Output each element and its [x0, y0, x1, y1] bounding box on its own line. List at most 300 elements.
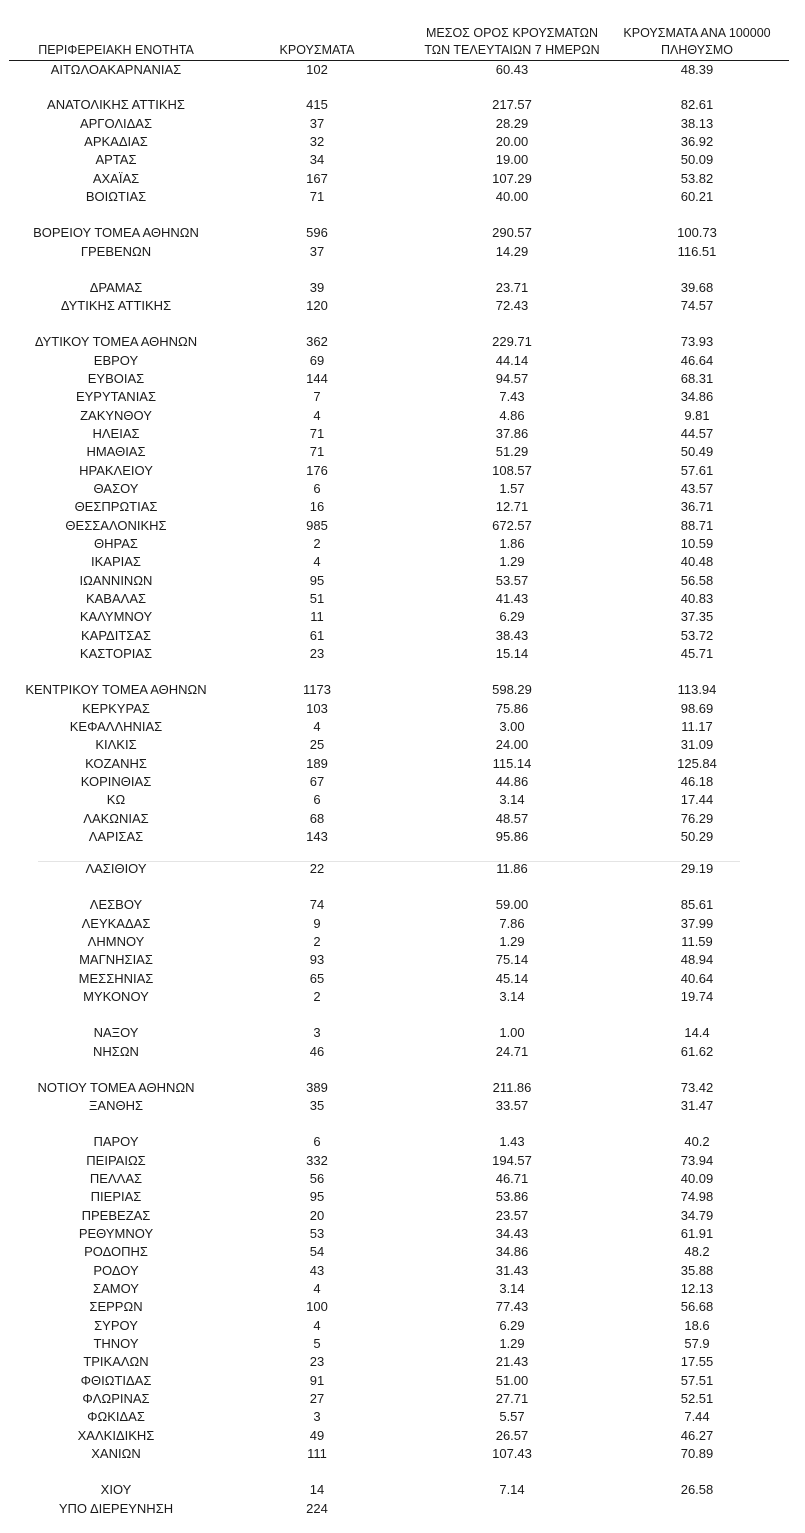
avg7-cell: 75.86	[495, 701, 529, 716]
per100k-cell: 76.29	[680, 811, 714, 826]
table-row	[0, 627, 805, 645]
table-row	[0, 151, 805, 169]
region-cell: ΔΥΤΙΚΗΣ ΑΤΤΙΚΗΣ	[60, 298, 172, 313]
table-row	[0, 498, 805, 516]
avg7-cell: 44.14	[495, 353, 529, 368]
region-cell: ΤΡΙΚΑΛΩΝ	[83, 1354, 149, 1369]
avg7-cell: 21.43	[495, 1354, 529, 1369]
per100k-cell: 17.55	[680, 1354, 714, 1369]
avg7-cell: 3.14	[499, 989, 525, 1004]
per100k-cell: 29.19	[680, 861, 714, 876]
cases-cell: 67	[309, 774, 325, 789]
per100k-cell: 98.69	[680, 701, 714, 716]
region-cell: ΒΟΡΕΙΟΥ ΤΟΜΕΑ ΑΘΗΝΩΝ	[33, 225, 199, 240]
table-row	[0, 718, 805, 736]
cases-cell: 3	[313, 1409, 321, 1424]
avg7-cell: 53.57	[495, 573, 529, 588]
table-row	[0, 425, 805, 443]
avg7-cell: 34.86	[495, 1244, 529, 1259]
region-cell: ΚΟΖΑΝΗΣ	[85, 756, 147, 771]
avg7-cell: 28.29	[495, 116, 529, 131]
table-row	[0, 645, 805, 663]
table-row	[0, 243, 805, 261]
header-region: ΠΕΡΙΦΕΡΕΙΑΚΗ ΕΝΟΤΗΤΑ	[38, 43, 194, 57]
table-row	[0, 1152, 805, 1170]
cases-cell: 23	[309, 646, 325, 661]
per100k-cell: 12.13	[680, 1281, 714, 1296]
region-cell: ΜΕΣΣΗΝΙΑΣ	[78, 971, 154, 986]
region-cell: ΑΝΑΤΟΛΙΚΗΣ ΑΤΤΙΚΗΣ	[47, 97, 185, 112]
avg7-cell: 75.14	[495, 952, 529, 967]
table-row	[0, 1500, 805, 1518]
avg7-cell: 40.00	[495, 189, 529, 204]
region-cell: ΒΟΙΩΤΙΑΣ	[85, 189, 147, 204]
table-row	[0, 791, 805, 809]
cases-cell: 4	[313, 1318, 321, 1333]
cases-cell: 32	[309, 134, 325, 149]
avg7-cell: 3.14	[499, 792, 525, 807]
region-cell: ΛΕΣΒΟΥ	[89, 897, 143, 912]
header-avg7-line1: ΜΕΣΟΣ ΟΡΟΣ ΚΡΟΥΣΜΑΤΩΝ	[425, 26, 599, 40]
table-row	[0, 1335, 805, 1353]
cases-cell: 56	[309, 1171, 325, 1186]
avg7-cell: 11.86	[496, 861, 528, 876]
table-row	[0, 1243, 805, 1261]
region-cell: ΘΑΣΟΥ	[93, 481, 139, 496]
avg7-cell: 34.43	[495, 1226, 529, 1241]
per100k-cell: 46.64	[680, 353, 714, 368]
cases-cell: 6	[313, 1134, 321, 1149]
per100k-cell: 56.58	[680, 573, 714, 588]
table-row	[0, 1390, 805, 1408]
region-cell: ΚΕΡΚΥΡΑΣ	[82, 701, 150, 716]
cases-cell: 69	[309, 353, 325, 368]
avg7-cell: 211.86	[492, 1080, 532, 1095]
table-row	[0, 297, 805, 315]
per100k-cell: 36.92	[680, 134, 714, 149]
region-cell: ΛΕΥΚΑΔΑΣ	[81, 916, 151, 931]
region-cell: ΛΑΡΙΣΑΣ	[88, 829, 144, 844]
region-cell: ΑΧΑΪΑΣ	[92, 171, 140, 186]
avg7-cell: 38.43	[495, 628, 529, 643]
region-cell: ΑΙΤΩΛΟΑΚΑΡΝΑΝΙΑΣ	[50, 62, 182, 77]
region-cell: ΚΟΡΙΝΘΙΑΣ	[80, 774, 152, 789]
region-cell: ΝΑΞΟΥ	[93, 1025, 139, 1040]
table-row	[0, 517, 805, 535]
avg7-cell: 4.86	[499, 408, 525, 423]
per100k-cell: 61.62	[680, 1044, 714, 1059]
table-row	[0, 1207, 805, 1225]
cases-cell: 2	[313, 934, 321, 949]
per100k-cell: 31.47	[680, 1098, 714, 1113]
region-cell: ΧΑΛΚΙΔΙΚΗΣ	[77, 1428, 155, 1443]
avg7-cell: 41.43	[495, 591, 529, 606]
per100k-cell: 31.09	[680, 737, 714, 752]
region-cell: ΦΩΚΙΔΑΣ	[87, 1409, 145, 1424]
region-cell: ΚΑΛΥΜΝΟΥ	[79, 609, 153, 624]
per100k-cell: 37.99	[680, 916, 714, 931]
per100k-cell: 43.57	[680, 481, 714, 496]
avg7-cell: 33.57	[495, 1098, 529, 1113]
region-cell: ΣΥΡΟΥ	[94, 1318, 138, 1333]
avg7-cell: 108.57	[492, 463, 532, 478]
table-row	[0, 1481, 805, 1499]
cases-cell: 596	[306, 225, 328, 240]
table-row	[0, 279, 805, 297]
avg7-cell: 60.43	[495, 62, 529, 77]
region-cell: ΔΡΑΜΑΣ	[89, 280, 143, 295]
table-row	[0, 553, 805, 571]
avg7-cell: 217.57	[492, 97, 532, 112]
avg7-cell: 1.00	[499, 1025, 525, 1040]
table-row	[0, 773, 805, 791]
table-row	[0, 700, 805, 718]
table-row	[0, 951, 805, 969]
table-row	[0, 590, 805, 608]
cases-cell: 189	[306, 756, 328, 771]
table-row	[0, 896, 805, 914]
cases-cell: 91	[309, 1373, 325, 1388]
region-cell: ΝΟΤΙΟΥ ΤΟΜΕΑ ΑΘΗΝΩΝ	[37, 1080, 195, 1095]
header-cases: ΚΡΟΥΣΜΑΤΑ	[279, 43, 355, 57]
cases-cell: 27	[309, 1391, 325, 1406]
cases-cell: 144	[306, 371, 328, 386]
per100k-cell: 40.48	[680, 554, 714, 569]
region-cell: ΝΗΣΩΝ	[93, 1044, 139, 1059]
table-row	[0, 1445, 805, 1463]
cases-cell: 389	[306, 1080, 328, 1095]
region-cell: ΠΕΛΛΑΣ	[89, 1171, 143, 1186]
per100k-cell: 37.35	[680, 609, 714, 624]
per100k-cell: 38.13	[680, 116, 714, 131]
avg7-cell: 5.57	[499, 1409, 525, 1424]
per100k-cell: 82.61	[680, 97, 714, 112]
cases-cell: 6	[313, 792, 321, 807]
table-row	[0, 370, 805, 388]
per100k-cell: 73.94	[680, 1153, 714, 1168]
per100k-cell: 34.79	[680, 1208, 714, 1223]
region-cell: ΔΥΤΙΚΟΥ ΤΟΜΕΑ ΑΘΗΝΩΝ	[34, 334, 198, 349]
cases-cell: 6	[313, 481, 321, 496]
avg7-cell: 31.43	[495, 1263, 529, 1278]
cases-cell: 95	[309, 573, 325, 588]
region-cell: ΙΩΑΝΝΙΝΩΝ	[79, 573, 153, 588]
per100k-cell: 60.21	[680, 189, 714, 204]
avg7-cell: 46.71	[495, 1171, 529, 1186]
table-row	[0, 572, 805, 590]
table-row	[0, 1043, 805, 1061]
per100k-cell: 44.57	[680, 426, 714, 441]
cases-cell: 54	[309, 1244, 325, 1259]
avg7-cell: 7.43	[499, 389, 525, 404]
region-cell: ΞΑΝΘΗΣ	[88, 1098, 144, 1113]
avg7-cell: 672.57	[492, 518, 532, 533]
cases-cell: 49	[309, 1428, 325, 1443]
per100k-cell: 57.61	[680, 463, 714, 478]
region-cell: ΗΡΑΚΛΕΙΟΥ	[79, 463, 153, 478]
per100k-cell: 48.94	[680, 952, 714, 967]
avg7-cell: 1.29	[499, 554, 525, 569]
avg7-cell: 59.00	[495, 897, 529, 912]
region-cell: ΧΑΝΙΩΝ	[91, 1446, 141, 1461]
avg7-cell: 24.00	[495, 737, 529, 752]
cases-cell: 51	[309, 591, 325, 606]
per100k-cell: 18.6	[684, 1318, 710, 1333]
cases-cell: 332	[306, 1153, 328, 1168]
per100k-cell: 73.42	[680, 1080, 714, 1095]
table-row	[0, 1097, 805, 1115]
per100k-cell: 125.84	[677, 756, 717, 771]
cases-cell: 4	[313, 719, 321, 734]
cases-cell: 111	[307, 1446, 327, 1461]
per100k-cell: 73.93	[680, 334, 714, 349]
table-row	[0, 352, 805, 370]
table-row	[0, 1280, 805, 1298]
avg7-cell: 45.14	[495, 971, 529, 986]
region-cell: ΣΕΡΡΩΝ	[89, 1299, 143, 1314]
cases-cell: 23	[309, 1354, 325, 1369]
cases-cell: 985	[306, 518, 328, 533]
region-cell: ΠΙΕΡΙΑΣ	[90, 1189, 142, 1204]
per100k-cell: 45.71	[680, 646, 714, 661]
avg7-cell: 24.71	[495, 1044, 529, 1059]
per100k-cell: 74.57	[680, 298, 714, 313]
per100k-cell: 48.2	[684, 1244, 710, 1259]
region-cell: ΜΥΚΟΝΟΥ	[83, 989, 149, 1004]
cases-cell: 3	[313, 1025, 321, 1040]
region-cell: ΠΑΡΟΥ	[93, 1134, 139, 1149]
region-cell: ΑΡΚΑΔΙΑΣ	[84, 134, 148, 149]
per100k-cell: 46.18	[680, 774, 714, 789]
region-cell: ΡΕΘΥΜΝΟΥ	[78, 1226, 154, 1241]
per100k-cell: 40.09	[680, 1171, 714, 1186]
per100k-cell: 88.71	[680, 518, 714, 533]
table-row	[0, 681, 805, 699]
avg7-cell: 37.86	[495, 426, 529, 441]
avg7-cell: 14.29	[495, 244, 529, 259]
table-row	[0, 1170, 805, 1188]
table-row	[0, 988, 805, 1006]
region-cell: ΚΩ	[106, 792, 126, 807]
per100k-cell: 48.39	[680, 62, 714, 77]
avg7-cell: 107.43	[492, 1446, 532, 1461]
cases-cell: 362	[306, 334, 328, 349]
region-cell: ΖΑΚΥΝΘΟΥ	[80, 408, 152, 423]
per100k-cell: 40.83	[680, 591, 714, 606]
cases-cell: 102	[306, 62, 328, 77]
region-cell: ΛΑΣΙΘΙΟΥ	[85, 861, 147, 876]
avg7-cell: 26.57	[495, 1428, 529, 1443]
per100k-cell: 9.81	[684, 408, 710, 423]
per100k-cell: 61.91	[680, 1226, 714, 1241]
avg7-cell: 19.00	[495, 152, 529, 167]
cases-cell: 71	[309, 444, 325, 459]
region-cell: ΠΕΙΡΑΙΩΣ	[86, 1153, 146, 1168]
region-cell: ΗΜΑΘΙΑΣ	[86, 444, 146, 459]
per100k-cell: 53.72	[680, 628, 714, 643]
region-cell: ΚΙΛΚΙΣ	[95, 737, 137, 752]
cases-cell: 37	[309, 244, 325, 259]
cases-cell: 143	[306, 829, 328, 844]
avg7-cell: 1.29	[499, 1336, 525, 1351]
per100k-cell: 70.89	[680, 1446, 714, 1461]
table-row	[0, 170, 805, 188]
per100k-cell: 50.29	[680, 829, 714, 844]
cases-cell: 100	[306, 1299, 328, 1314]
table-row	[0, 828, 805, 846]
region-cell: ΘΕΣΠΡΩΤΙΑΣ	[74, 499, 158, 514]
header-avg7-line2: ΤΩΝ ΤΕΛΕΥΤΑΙΩΝ 7 ΗΜΕΡΩΝ	[424, 43, 600, 57]
avg7-cell: 51.00	[495, 1373, 529, 1388]
per100k-cell: 57.51	[680, 1373, 714, 1388]
table-row	[0, 1372, 805, 1390]
table-row	[0, 535, 805, 553]
per100k-cell: 53.82	[680, 171, 714, 186]
region-cell: ΕΥΡΥΤΑΝΙΑΣ	[75, 389, 157, 404]
cases-cell: 35	[309, 1098, 325, 1113]
region-cell: ΛΗΜΝΟΥ	[87, 934, 145, 949]
cases-cell: 2	[313, 536, 321, 551]
table-row	[0, 443, 805, 461]
avg7-cell: 27.71	[495, 1391, 529, 1406]
avg7-cell: 23.57	[495, 1208, 529, 1223]
table-row	[0, 755, 805, 773]
avg7-cell: 72.43	[495, 298, 529, 313]
avg7-cell: 1.86	[499, 536, 525, 551]
avg7-cell: 3.14	[499, 1281, 525, 1296]
avg7-cell: 95.86	[495, 829, 529, 844]
avg7-cell: 44.86	[495, 774, 529, 789]
region-cell: ΜΑΓΝΗΣΙΑΣ	[79, 952, 153, 967]
per100k-cell: 40.64	[680, 971, 714, 986]
cases-cell: 46	[309, 1044, 325, 1059]
table-row	[0, 115, 805, 133]
per100k-cell: 26.58	[680, 1482, 714, 1497]
per100k-cell: 116.51	[677, 244, 717, 259]
region-cell: ΠΡΕΒΕΖΑΣ	[81, 1208, 151, 1223]
cases-cell: 16	[309, 499, 325, 514]
per100k-cell: 100.73	[677, 225, 717, 240]
table-row	[0, 860, 805, 878]
table-row	[0, 480, 805, 498]
avg7-cell: 229.71	[492, 334, 532, 349]
per100k-cell: 19.74	[680, 989, 714, 1004]
per100k-cell: 34.86	[680, 389, 714, 404]
avg7-cell: 3.00	[499, 719, 525, 734]
per100k-cell: 17.44	[680, 792, 714, 807]
cases-cell: 65	[309, 971, 325, 986]
avg7-cell: 53.86	[495, 1189, 529, 1204]
cases-cell: 95	[309, 1189, 325, 1204]
table-row	[0, 736, 805, 754]
region-cell: ΧΙΟΥ	[100, 1482, 132, 1497]
avg7-cell: 23.71	[495, 280, 529, 295]
per100k-cell: 11.59	[681, 934, 713, 949]
cases-cell: 120	[306, 298, 328, 313]
cases-cell: 22	[309, 861, 325, 876]
region-cell: ΚΕΦΑΛΛΗΝΙΑΣ	[69, 719, 163, 734]
cases-cell: 25	[309, 737, 325, 752]
avg7-cell: 107.29	[492, 171, 532, 186]
region-cell: ΕΒΡΟΥ	[93, 353, 139, 368]
cases-cell: 1173	[303, 682, 331, 697]
avg7-cell: 94.57	[495, 371, 529, 386]
per100k-cell: 57.9	[684, 1336, 710, 1351]
table-row	[0, 61, 805, 79]
cases-cell: 7	[313, 389, 321, 404]
region-cell: ΚΑΒΑΛΑΣ	[85, 591, 147, 606]
cases-cell: 71	[309, 189, 325, 204]
table-row	[0, 1188, 805, 1206]
region-cell: ΤΗΝΟΥ	[93, 1336, 139, 1351]
region-cell: ΓΡΕΒΕΝΩΝ	[80, 244, 152, 259]
avg7-cell: 7.86	[499, 916, 525, 931]
table-row	[0, 1262, 805, 1280]
region-cell: ΦΘΙΩΤΙΔΑΣ	[80, 1373, 152, 1388]
table-row	[0, 462, 805, 480]
avg7-cell: 7.14	[499, 1482, 525, 1497]
per100k-cell: 85.61	[680, 897, 714, 912]
region-cell: ΦΛΩΡΙΝΑΣ	[82, 1391, 150, 1406]
avg7-cell: 1.57	[499, 481, 525, 496]
avg7-cell: 290.57	[492, 225, 532, 240]
cases-cell: 34	[309, 152, 325, 167]
cases-cell: 68	[309, 811, 325, 826]
per100k-cell: 39.68	[680, 280, 714, 295]
table-row	[0, 1225, 805, 1243]
avg7-cell: 20.00	[495, 134, 529, 149]
per100k-cell: 7.44	[684, 1409, 710, 1424]
cases-cell: 4	[313, 1281, 321, 1296]
region-cell: ΚΑΡΔΙΤΣΑΣ	[80, 628, 152, 643]
region-cell: ΑΡΤΑΣ	[95, 152, 137, 167]
cases-cell: 415	[306, 97, 328, 112]
per100k-cell: 50.09	[680, 152, 714, 167]
region-cell: ΡΟΔΟΠΗΣ	[84, 1244, 148, 1259]
cases-cell: 176	[306, 463, 328, 478]
table-row	[0, 188, 805, 206]
cases-cell: 4	[313, 408, 321, 423]
per100k-cell: 74.98	[680, 1189, 714, 1204]
avg7-cell: 6.29	[499, 1318, 525, 1333]
table-row	[0, 810, 805, 828]
table-row	[0, 1408, 805, 1426]
cases-cell: 71	[309, 426, 325, 441]
cases-cell: 14	[309, 1482, 325, 1497]
per100k-cell: 10.59	[680, 536, 714, 551]
region-cell: ΛΑΚΩΝΙΑΣ	[83, 811, 149, 826]
cases-cell: 103	[306, 701, 328, 716]
cases-cell: 224	[306, 1501, 328, 1516]
per100k-cell: 35.88	[680, 1263, 714, 1278]
cases-cell: 74	[309, 897, 325, 912]
per100k-cell: 52.51	[680, 1391, 714, 1406]
region-cell: ΣΑΜΟΥ	[93, 1281, 139, 1296]
cases-cell: 53	[309, 1226, 325, 1241]
table-row	[0, 1298, 805, 1316]
region-cell: ΗΛΕΙΑΣ	[92, 426, 140, 441]
cases-cell: 5	[313, 1336, 321, 1351]
table-row	[0, 133, 805, 151]
avg7-cell: 51.29	[495, 444, 529, 459]
avg7-cell: 48.57	[495, 811, 529, 826]
table-row	[0, 915, 805, 933]
region-cell: ΡΟΔΟΥ	[93, 1263, 139, 1278]
per100k-cell: 56.68	[680, 1299, 714, 1314]
avg7-cell: 77.43	[495, 1299, 529, 1314]
table-row	[0, 388, 805, 406]
header-per100k-line1: ΚΡΟΥΣΜΑΤΑ ΑΝΑ 100000	[623, 26, 771, 40]
